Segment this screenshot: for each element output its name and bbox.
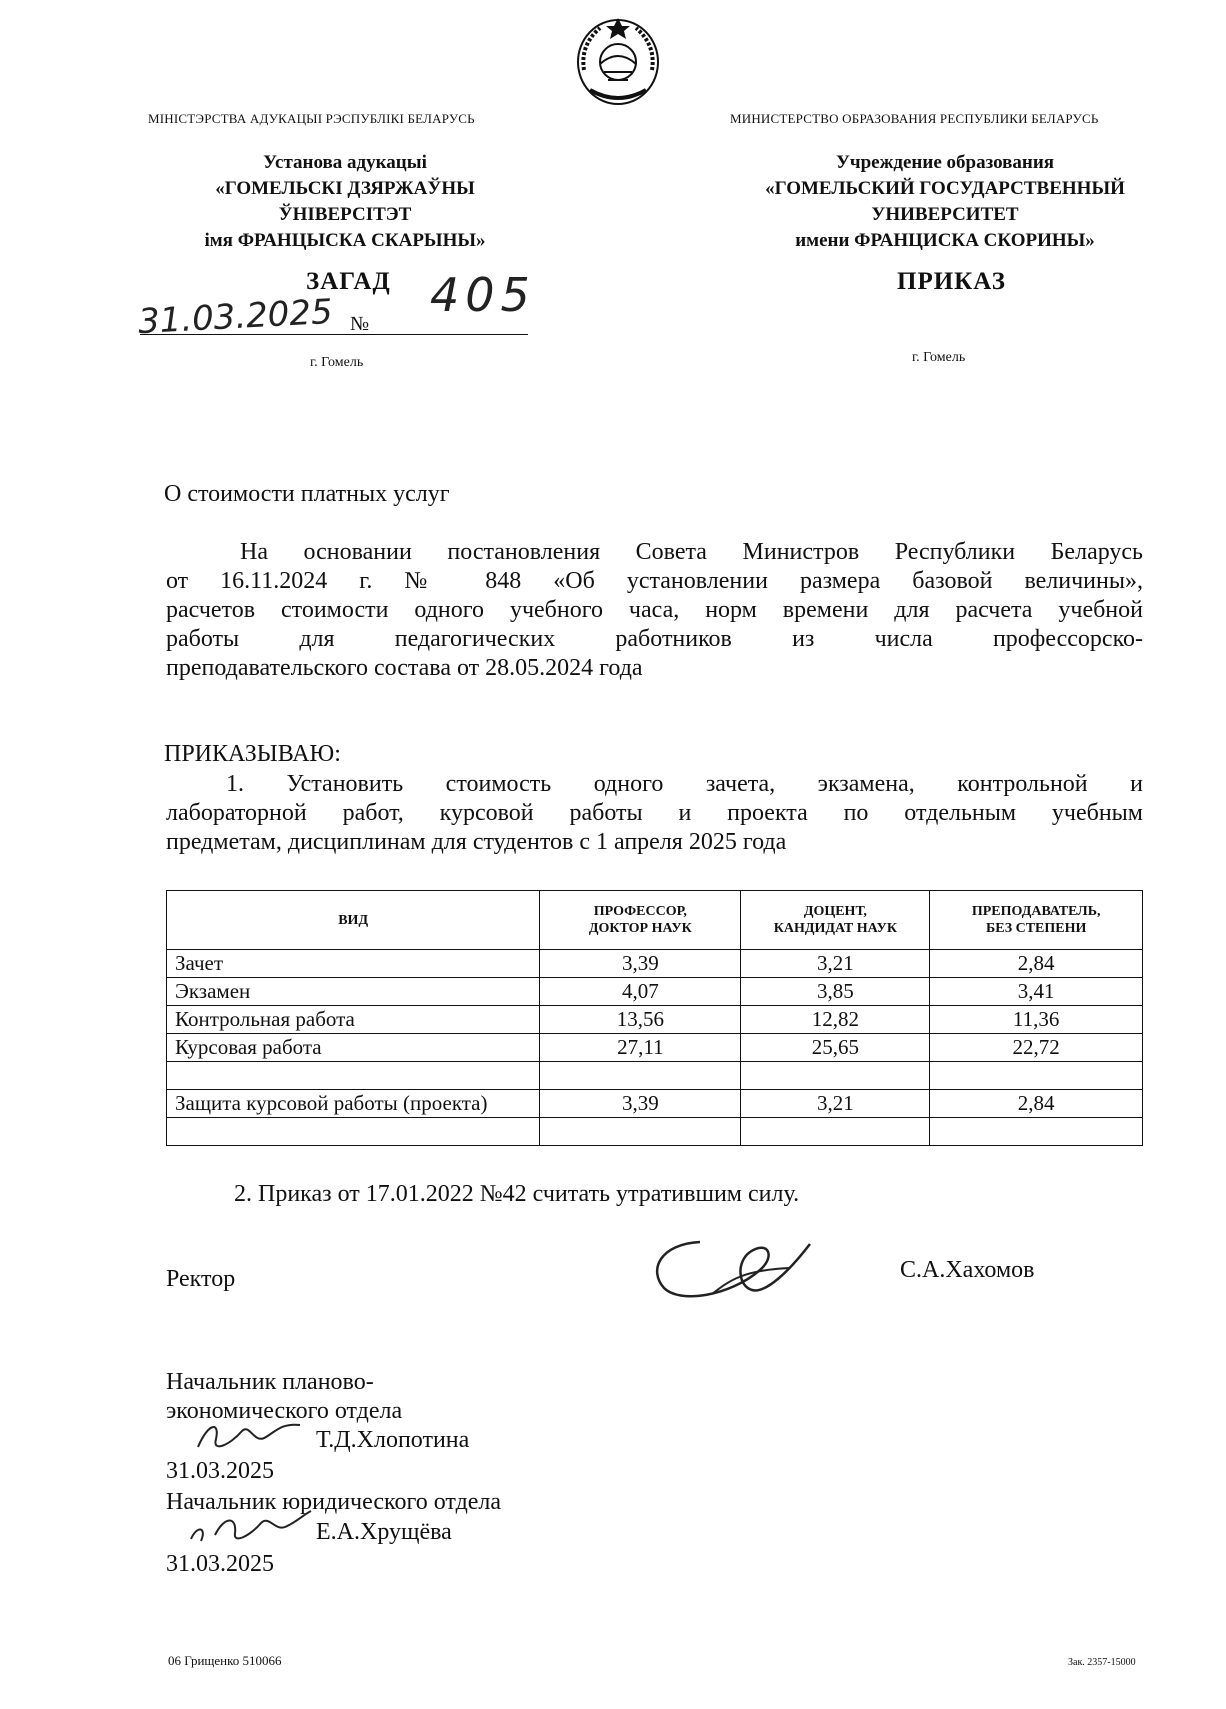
cell-type: Контрольная работа xyxy=(167,1006,540,1034)
econ-signature xyxy=(190,1415,310,1459)
legal-signature xyxy=(185,1505,315,1549)
cell-value xyxy=(930,1118,1143,1146)
legal-date: 31.03.2025 xyxy=(166,1551,274,1577)
table-row xyxy=(167,1090,1143,1118)
item-line: предметам, дисциплинам для студентов с 1 апреля 2025 года xyxy=(166,829,787,855)
item-1 xyxy=(166,770,1143,857)
cell-value: 3,21 xyxy=(741,950,930,978)
preamble xyxy=(166,538,1143,683)
org-line: Учреждение образования xyxy=(835,152,1055,173)
doc-type-right: ПРИКАЗ xyxy=(897,268,1006,295)
item-2: 2. Приказ от 17.01.2022 №42 считать утратившим силу. xyxy=(234,1181,800,1207)
cell-value xyxy=(741,1118,930,1146)
preamble-line: от 16.11.2024 г. № 848 «Об установлении размера базовой величины», xyxy=(166,568,1143,594)
table-header-row xyxy=(167,891,1143,950)
city-left: г. Гомель xyxy=(310,355,364,370)
cell-value: 4,07 xyxy=(540,978,741,1006)
cell-value: 3,41 xyxy=(930,978,1143,1006)
org-line: УНИВЕРСИТЕТ xyxy=(871,204,1019,225)
cell-value: 13,56 xyxy=(540,1006,741,1034)
org-line: ЎНІВЕРСІТЭТ xyxy=(278,204,412,225)
cell-value xyxy=(540,1118,741,1146)
cell-value xyxy=(741,1062,930,1090)
order-word: ПРИКАЗЫВАЮ: xyxy=(164,741,341,767)
ministry-right: МИНИСТЕРСТВО ОБРАЗОВАНИЯ РЕСПУБЛИКИ БЕЛАРУСЬ xyxy=(730,111,1099,126)
org-line: Установа адукацыі xyxy=(263,152,427,173)
org-line: «ГОМЕЛЬСКІ ДЗЯРЖАЎНЫ xyxy=(215,178,475,199)
preamble-line: На основании постановления Совета Министров Республики Беларусь xyxy=(240,539,1143,565)
table-row xyxy=(167,1118,1143,1146)
cell-value: 22,72 xyxy=(930,1034,1143,1062)
item-line: лабораторной работ, курсовой работы и проекта по отдельным учебным xyxy=(166,800,1143,826)
cell-value: 12,82 xyxy=(741,1006,930,1034)
number-underline xyxy=(140,334,528,335)
econ-title-2: экономического отдела xyxy=(166,1398,403,1424)
cell-value: 27,11 xyxy=(540,1034,741,1062)
rector-name: С.А.Хахомов xyxy=(900,1257,1035,1283)
table-row xyxy=(167,1062,1143,1090)
legal-name: Е.А.Хрущёва xyxy=(316,1519,452,1545)
cell-type: Зачет xyxy=(167,950,540,978)
number-sign: № xyxy=(350,313,370,335)
table-row xyxy=(167,978,1143,1006)
city-right: г. Гомель xyxy=(912,350,966,365)
header-cell: ПРОФЕССОР, ДОКТОР НАУК xyxy=(540,891,741,950)
item-line: 1. Установить стоимость одного зачета, экзамена, контрольной и xyxy=(226,771,1143,797)
org-line: имени ФРАНЦИСКА СКОРИНЫ» xyxy=(795,230,1095,251)
preamble-line: преподавательского состава от 28.05.2024 года xyxy=(166,655,643,681)
table-row xyxy=(167,1006,1143,1034)
org-line: «ГОМЕЛЬСКИЙ ГОСУДАРСТВЕННЫЙ xyxy=(765,178,1125,199)
subject-line: О стоимости платных услуг xyxy=(164,481,450,507)
footer-left: 06 Грищенко 510066 xyxy=(168,1653,282,1668)
cell-type xyxy=(167,1118,540,1146)
doc-type-left: ЗАГАД xyxy=(306,268,391,295)
cell-value xyxy=(540,1062,741,1090)
cell-type xyxy=(167,1062,540,1090)
header-cell: ВИД xyxy=(167,891,540,950)
rector-signature xyxy=(640,1230,830,1310)
cell-value: 2,84 xyxy=(930,1090,1143,1118)
handwritten-date: 31.03.2025 xyxy=(137,291,334,343)
econ-date: 31.03.2025 xyxy=(166,1458,274,1484)
footer-right: Зак. 2357-15000 xyxy=(1068,1657,1136,1668)
header-cell: ПРЕПОДАВАТЕЛЬ, БЕЗ СТЕПЕНИ xyxy=(930,891,1143,950)
org-name-left xyxy=(150,150,540,254)
state-emblem-icon xyxy=(570,10,666,110)
header-cell: ДОЦЕНТ, КАНДИДАТ НАУК xyxy=(741,891,930,950)
cell-type: Защита курсовой работы (проекта) xyxy=(167,1090,540,1118)
table-row xyxy=(167,1034,1143,1062)
econ-name: Т.Д.Хлопотина xyxy=(316,1427,470,1453)
cell-value: 3,85 xyxy=(741,978,930,1006)
cell-value: 3,39 xyxy=(540,1090,741,1118)
org-line: імя ФРАНЦЫСКА СКАРЫНЫ» xyxy=(204,230,486,251)
cell-value: 3,21 xyxy=(741,1090,930,1118)
org-name-right xyxy=(720,150,1170,254)
legal-title: Начальник юридического отдела xyxy=(166,1489,502,1515)
ministry-left: МІНІСТЭРСТВА АДУКАЦЫІ РЭСПУБЛІКІ БЕЛАРУСЬ xyxy=(148,111,475,126)
table-row xyxy=(167,950,1143,978)
rector-title: Ректор xyxy=(166,1266,236,1292)
preamble-line: работы для педагогических работников из числа профессорско- xyxy=(166,626,1143,652)
preamble-line: расчетов стоимости одного учебного часа, норм времени для расчета учебной xyxy=(166,597,1143,623)
cell-value: 11,36 xyxy=(930,1006,1143,1034)
cell-type: Курсовая работа xyxy=(167,1034,540,1062)
handwritten-number: 405 xyxy=(430,268,536,322)
fees-table xyxy=(166,890,1143,1146)
cell-type: Экзамен xyxy=(167,978,540,1006)
cell-value: 25,65 xyxy=(741,1034,930,1062)
cell-value xyxy=(930,1062,1143,1090)
econ-title-1: Начальник планово- xyxy=(166,1369,374,1395)
cell-value: 2,84 xyxy=(930,950,1143,978)
cell-value: 3,39 xyxy=(540,950,741,978)
